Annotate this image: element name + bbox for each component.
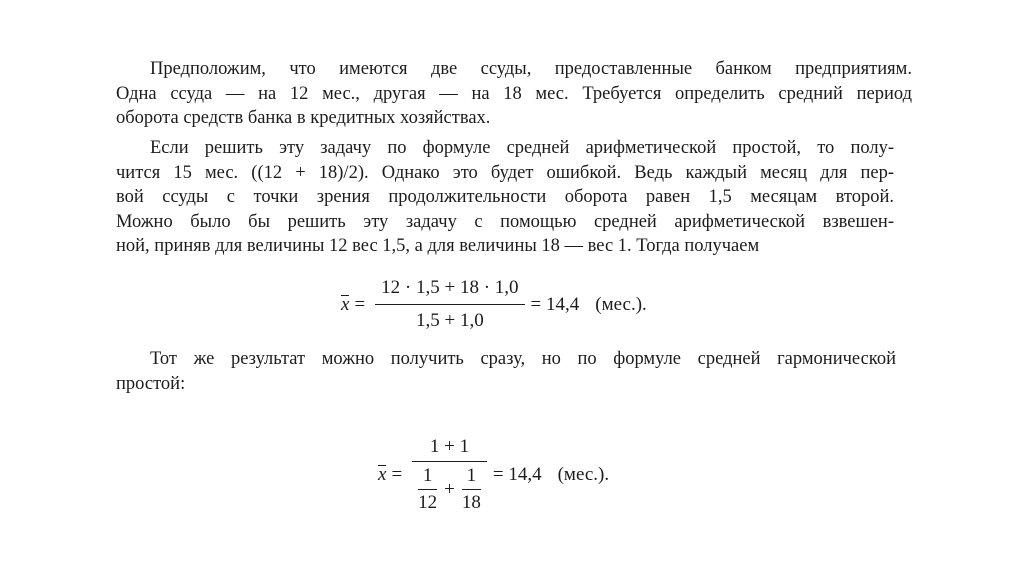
denominator: 1,5 + 1,0 bbox=[415, 310, 484, 331]
text-line: Если решить эту задачу по формуле средней арифметической простой, то полу- bbox=[150, 138, 894, 158]
formula-harmonic bbox=[377, 436, 609, 514]
mini-numerator: 1 bbox=[466, 465, 477, 486]
text-line: Одна ссуда — на 12 мес., другая — на 18 мес. Требуется определить средний период bbox=[116, 83, 912, 104]
result: = 14,4 bbox=[530, 293, 580, 315]
paragraph-intro bbox=[116, 57, 912, 131]
fraction-bar bbox=[412, 461, 487, 462]
mini-denominator: 18 bbox=[461, 492, 481, 513]
equals-sign: = bbox=[354, 293, 366, 315]
text-line: ной, приняв для величины 12 вес 1,5, а для величины 18 — вес 1. Тогда получаем bbox=[116, 236, 760, 256]
equals-sign: = bbox=[391, 464, 403, 485]
x-bar-symbol: x bbox=[341, 293, 350, 315]
fraction-bar bbox=[462, 489, 481, 490]
text-line: чится 15 мес. ((12 + 18)/2). Однако это будет ошибкой. Ведь каждый месяц для пер- bbox=[116, 162, 894, 183]
mini-denominator: 12 bbox=[418, 492, 438, 513]
numerator: 12 · 1,5 + 18 · 1,0 bbox=[381, 277, 519, 298]
x-bar-symbol: x bbox=[378, 464, 387, 485]
formula-weighted-arithmetic bbox=[340, 277, 647, 332]
fraction-bar bbox=[418, 489, 437, 490]
paragraph-harmonic bbox=[116, 347, 896, 396]
fraction-1-12 bbox=[418, 465, 437, 514]
text-line: Тот же результат можно получить сразу, но по формуле средней гармонической bbox=[150, 349, 896, 369]
unit: (мес.). bbox=[595, 293, 647, 315]
fraction-1-18 bbox=[462, 465, 481, 514]
fraction bbox=[412, 436, 487, 514]
result: = 14,4 bbox=[492, 464, 542, 485]
unit: (мес.). bbox=[557, 464, 610, 485]
mini-numerator: 1 bbox=[422, 465, 433, 486]
paragraph-arithmetic bbox=[116, 136, 894, 259]
text-line: оборота средств банка в кредитных хозяйствах. bbox=[116, 108, 491, 128]
text-line: Предположим, что имеются две ссуды, предоставленные банком предприятиям. bbox=[150, 59, 912, 79]
text-line: вой ссуды с точки зрения продолжительности оборота равен 1,5 месяцам второй. bbox=[116, 187, 894, 207]
denominator bbox=[412, 465, 487, 514]
text-line: Можно было бы решить эту задачу с помощью средней арифметической взвешен- bbox=[116, 211, 894, 232]
plus-sign: + bbox=[444, 478, 455, 500]
text-line: простой: bbox=[116, 373, 186, 394]
fraction-bar bbox=[375, 304, 524, 305]
numerator: 1 + 1 bbox=[429, 436, 470, 457]
fraction bbox=[375, 277, 524, 332]
